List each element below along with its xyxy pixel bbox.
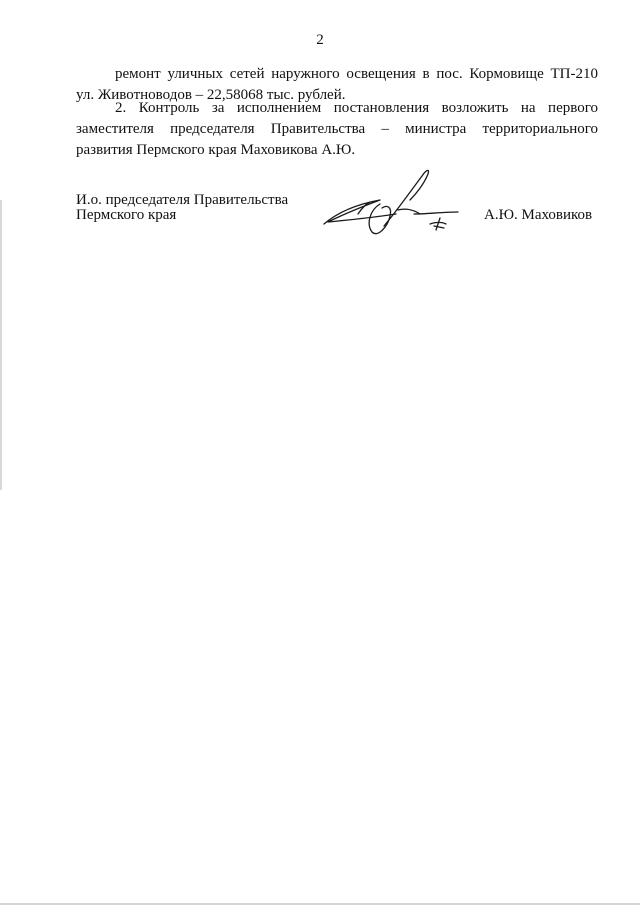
text-line: ул. Животноводов – 22,58068 тыс. рублей. <box>76 87 346 103</box>
scan-edge-mark <box>0 200 2 490</box>
page-number: 2 <box>316 32 324 48</box>
text-line: развития Пермского края Маховикова А.Ю. <box>76 142 356 158</box>
text-line: ремонт уличных сетей наружного освещения в пос. Кормовище ТП-210 <box>115 66 598 82</box>
signatory-name: А.Ю. Маховиков <box>484 207 593 223</box>
text-line: заместителя председателя Правительства – министра территориального <box>76 121 598 137</box>
signatory-title <box>76 193 288 223</box>
text-line: 2. Контроль за исполнением постановления возложить на первого <box>115 100 598 116</box>
signatory-title-line: И.о. председателя Правительства <box>76 192 289 208</box>
signatory-title-line: Пермского края <box>76 207 177 223</box>
signature <box>318 164 464 242</box>
paragraph-control-clause <box>76 98 598 161</box>
